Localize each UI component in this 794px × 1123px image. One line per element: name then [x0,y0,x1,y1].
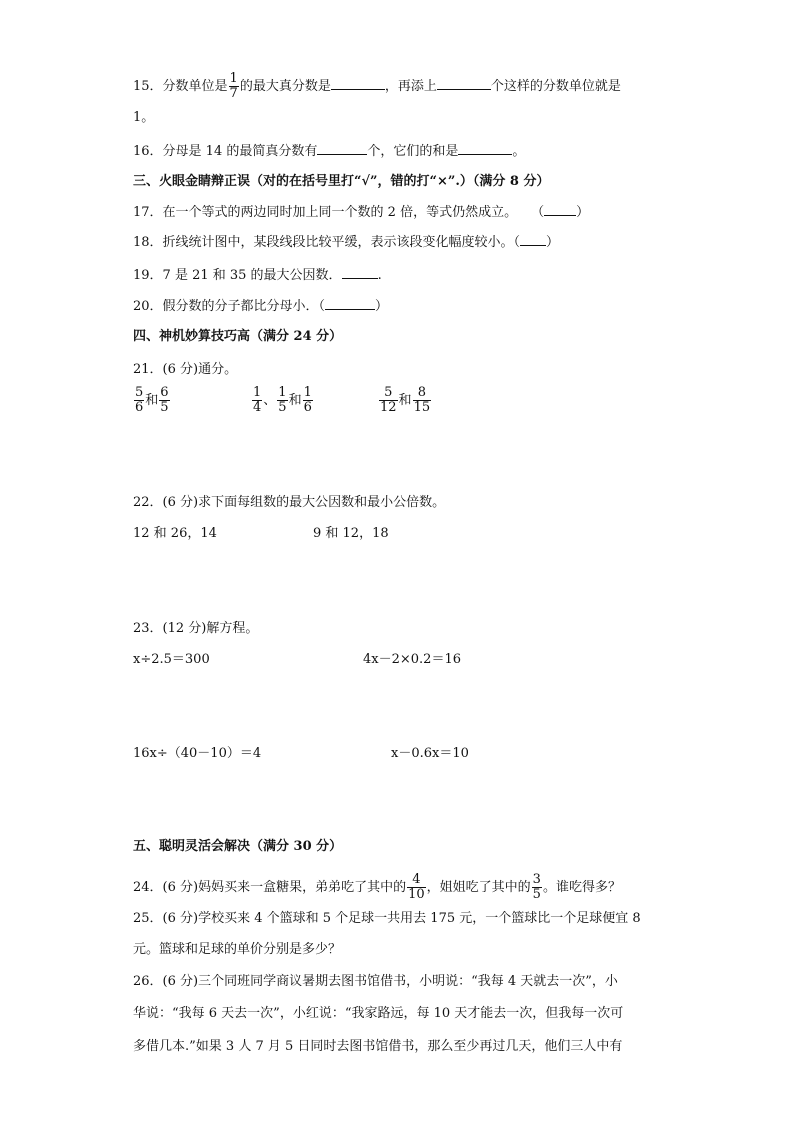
fraction: $\frac{6}{5}$ [160,385,169,415]
question-26-line-3: 多借几本.”如果 3 人 7 月 5 日同时去图书馆借书，那么至少再过几天，他们三人中有 [133,1039,623,1054]
question-26-line-1: 26．(6 分)三个同班同学商议暑期去图书馆借书，小明说：“我每 4 天就去一次”，小 [133,974,618,989]
section-4-heading: 四、神机妙算技巧高（满分 24 分） [133,329,343,344]
fraction: $\frac{3}{5}$ [532,872,541,902]
fraction: $\frac{5}{12}$ [380,385,397,415]
answer-blank[interactable] [317,142,367,155]
and-word: 和 [398,393,412,408]
question-24 [133,873,621,902]
question-16 [133,142,525,161]
fraction: $\frac{1}{4}$ [253,385,262,415]
answer-blank[interactable] [437,77,491,90]
answer-blank[interactable] [342,266,378,279]
equation-4: x－0.6x＝10 [391,746,469,761]
fraction-one-seventh: $\frac{1}{7}$ [229,71,238,101]
question-20 [133,297,388,316]
q21-group-2 [251,386,314,415]
question-19 [133,266,382,285]
equation-1: x÷2.5＝300 [133,652,210,667]
q22-group-a: 12 和 26，14 [133,526,217,541]
fraction: $\frac{5}{6}$ [135,385,144,415]
q15-text-a: 15．分数单位是 [133,79,228,94]
q17-close-paren: ） [576,205,590,220]
question-25-line-1: 25．(6 分)学校买来 4 个篮球和 5 个足球一共用去 175 元，一个篮球比一个足球便宜 8 [133,911,641,926]
answer-blank[interactable] [325,297,375,310]
equation-2: 4x－2×0.2＝16 [363,652,461,667]
section-5-heading: 五、聪明灵活会解决（满分 30 分） [133,839,343,854]
question-17 [133,203,589,222]
question-23-title: 23．(12 分)解方程。 [133,621,259,636]
q16-text-b: 个，它们的和是 [367,144,459,159]
answer-blank[interactable] [458,142,512,155]
question-26-line-2: 华说：“我每 6 天去一次”，小红说：“我家路远，每 10 天才能去一次，但我每一次可 [133,1006,624,1021]
answer-blank[interactable] [331,77,385,90]
q24-text-c: 。谁吃得多？ [542,880,621,895]
q22-group-b: 9 和 12，18 [313,526,389,541]
q18-close-paren: ） [546,235,560,250]
question-21-title: 21．(6 分)通分。 [133,362,238,377]
q16-text-a: 16．分母是 14 的最简真分数有 [133,144,318,159]
fraction: $\frac{8}{15}$ [413,385,431,415]
question-25-line-2: 元。篮球和足球的单价分别是多少？ [133,942,342,957]
q20-text: 20．假分数的分子都比分母小．（ [133,299,326,314]
q17-open-paren: （ [531,205,545,220]
q15-text-c: ，再添上 [384,79,437,94]
q16-text-c: 。 [512,144,526,159]
q21-group-3 [378,386,432,415]
q21-group-1 [133,386,171,415]
q24-text-b: ，姐姐吃了其中的 [426,880,531,895]
and-word: 和 [288,393,302,408]
q24-text-a: 24．(6 分)妈妈买来一盒糖果，弟弟吃了其中的 [133,880,407,895]
fraction: $\frac{1}{6}$ [303,385,312,415]
and-word: 和 [145,393,159,408]
section-3-heading: 三、火眼金睛辩正误（对的在括号里打“√”，错的打“×”.）（满分 8 分） [133,174,550,189]
question-18 [133,233,559,252]
q15-text-b: 的最大真分数是 [239,79,331,94]
fraction: $\frac{4}{10}$ [408,872,425,902]
q17-text: 17．在一个等式的两边同时加上同一个数的 2 倍，等式仍然成立。 [133,205,518,220]
equation-3: 16x÷（40－10）＝4 [133,746,262,761]
answer-blank[interactable] [544,203,576,216]
answer-blank[interactable] [520,233,546,246]
q19-period: . [377,268,382,283]
q15-text-d: 个这样的分数单位就是 [490,79,621,94]
q20-close-paren: ） [375,299,389,314]
question-15 [133,72,621,101]
q19-text: 19．7 是 21 和 35 的最大公因数． [133,268,342,283]
q18-text: 18．折线统计图中，某段线段比较平缓，表示该段变化幅度较小。（ [133,235,521,250]
question-22-title: 22．(6 分)求下面每组数的最大公因数和最小公倍数。 [133,495,446,510]
fraction: $\frac{1}{5}$ [278,385,287,415]
separator: 、 [263,393,277,408]
q15-continuation: 1。 [133,110,155,125]
